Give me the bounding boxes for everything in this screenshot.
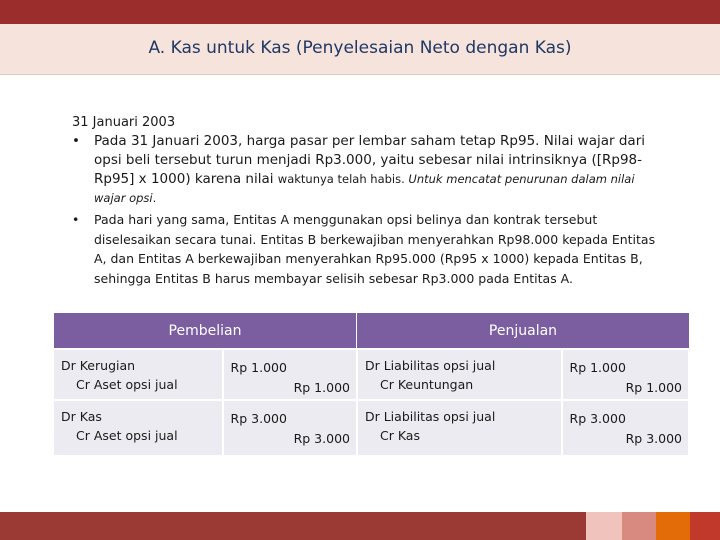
- journal-row: [53, 349, 689, 400]
- date-heading: 31 Januari 2003: [72, 115, 176, 130]
- sell-amounts-cell: [562, 349, 689, 400]
- bullet-item-1: [72, 132, 662, 208]
- bullet1-text-small: waktunya telah habis.: [277, 172, 409, 186]
- footer-color-bar: [0, 512, 720, 540]
- slide-title: A. Kas untuk Kas (Penyelesaian Neto dengan Kas): [148, 38, 572, 58]
- sell-dr-amount: Rp 1.000: [569, 360, 626, 375]
- sell-cr-account: Cr Kas: [379, 428, 420, 443]
- bullet2-text: Pada hari yang sama, Entitas A menggunakan opsi belinya dan kontrak tersebut diselesaikan secara tunai. Entitas B berkewajiban menyerahkan Rp98.000 kepada Entitas A, dan Entitas A berkewajiban menyerahkan Rp95.000 (Rp95 x 1000) kepada Entitas B, sehingga Entitas B harus membayar selisih sebesar Rp3.000 pada Entitas A.: [94, 212, 656, 286]
- footer-segment: [586, 512, 622, 540]
- buy-cr-amount: Rp 1.000: [293, 380, 350, 395]
- footer-segment: [656, 512, 690, 540]
- bullet-icon: •: [72, 133, 80, 149]
- buy-cr-account: Cr Aset opsi jual: [76, 377, 178, 392]
- footer-segment: [0, 512, 586, 540]
- header-pembelian: Pembelian: [53, 313, 357, 350]
- sell-dr-account: Dr Liabilitas opsi jual: [364, 358, 496, 373]
- bullet1-text-main: Pada 31 Januari 2003, harga pasar per lembar saham tetap Rp95. Nilai wajar dari opsi beli tersebut turun menjadi Rp3.000, yaitu sebesar nilai intrinsiknya ([Rp98-Rp95] x 1000) karena nilai: [94, 133, 646, 187]
- sell-accounts-cell: [357, 349, 562, 400]
- sell-dr-account: Dr Liabilitas opsi jual: [364, 409, 496, 424]
- bullet-item-2: [72, 210, 662, 288]
- buy-cr-amount: Rp 3.000: [293, 431, 350, 446]
- sell-cr-amount: Rp 1.000: [625, 380, 682, 395]
- buy-dr-account: Dr Kas: [61, 409, 102, 424]
- buy-cr-account: Cr Aset opsi jual: [76, 428, 178, 443]
- buy-dr-amount: Rp 3.000: [230, 411, 287, 426]
- buy-accounts-cell: [53, 349, 223, 400]
- buy-amounts-cell: [223, 349, 357, 400]
- buy-dr-amount: Rp 1.000: [230, 360, 287, 375]
- sell-amounts-cell: [562, 400, 689, 456]
- sell-accounts-cell: [357, 400, 562, 456]
- sell-dr-amount: Rp 3.000: [569, 411, 626, 426]
- buy-dr-account: Dr Kerugian: [61, 358, 136, 373]
- buy-amounts-cell: [223, 400, 357, 456]
- slide-body: [72, 113, 662, 288]
- bullet-icon: •: [72, 212, 80, 227]
- bullet1-text-italic: Untuk mencatat penurunan dalam nilai wajar opsi: [94, 172, 635, 205]
- journal-header-row: [53, 313, 689, 350]
- buy-accounts-cell: [53, 400, 223, 456]
- footer-segment: [622, 512, 656, 540]
- top-accent-bar: [0, 0, 720, 24]
- journal-table: [52, 312, 690, 457]
- sell-cr-amount: Rp 3.000: [625, 431, 682, 446]
- bullet1-text-end: .: [152, 191, 157, 205]
- header-penjualan: Penjualan: [357, 313, 689, 350]
- sell-cr-account: Cr Keuntungan: [379, 377, 474, 392]
- journal-row: [53, 400, 689, 456]
- footer-segment: [690, 512, 720, 540]
